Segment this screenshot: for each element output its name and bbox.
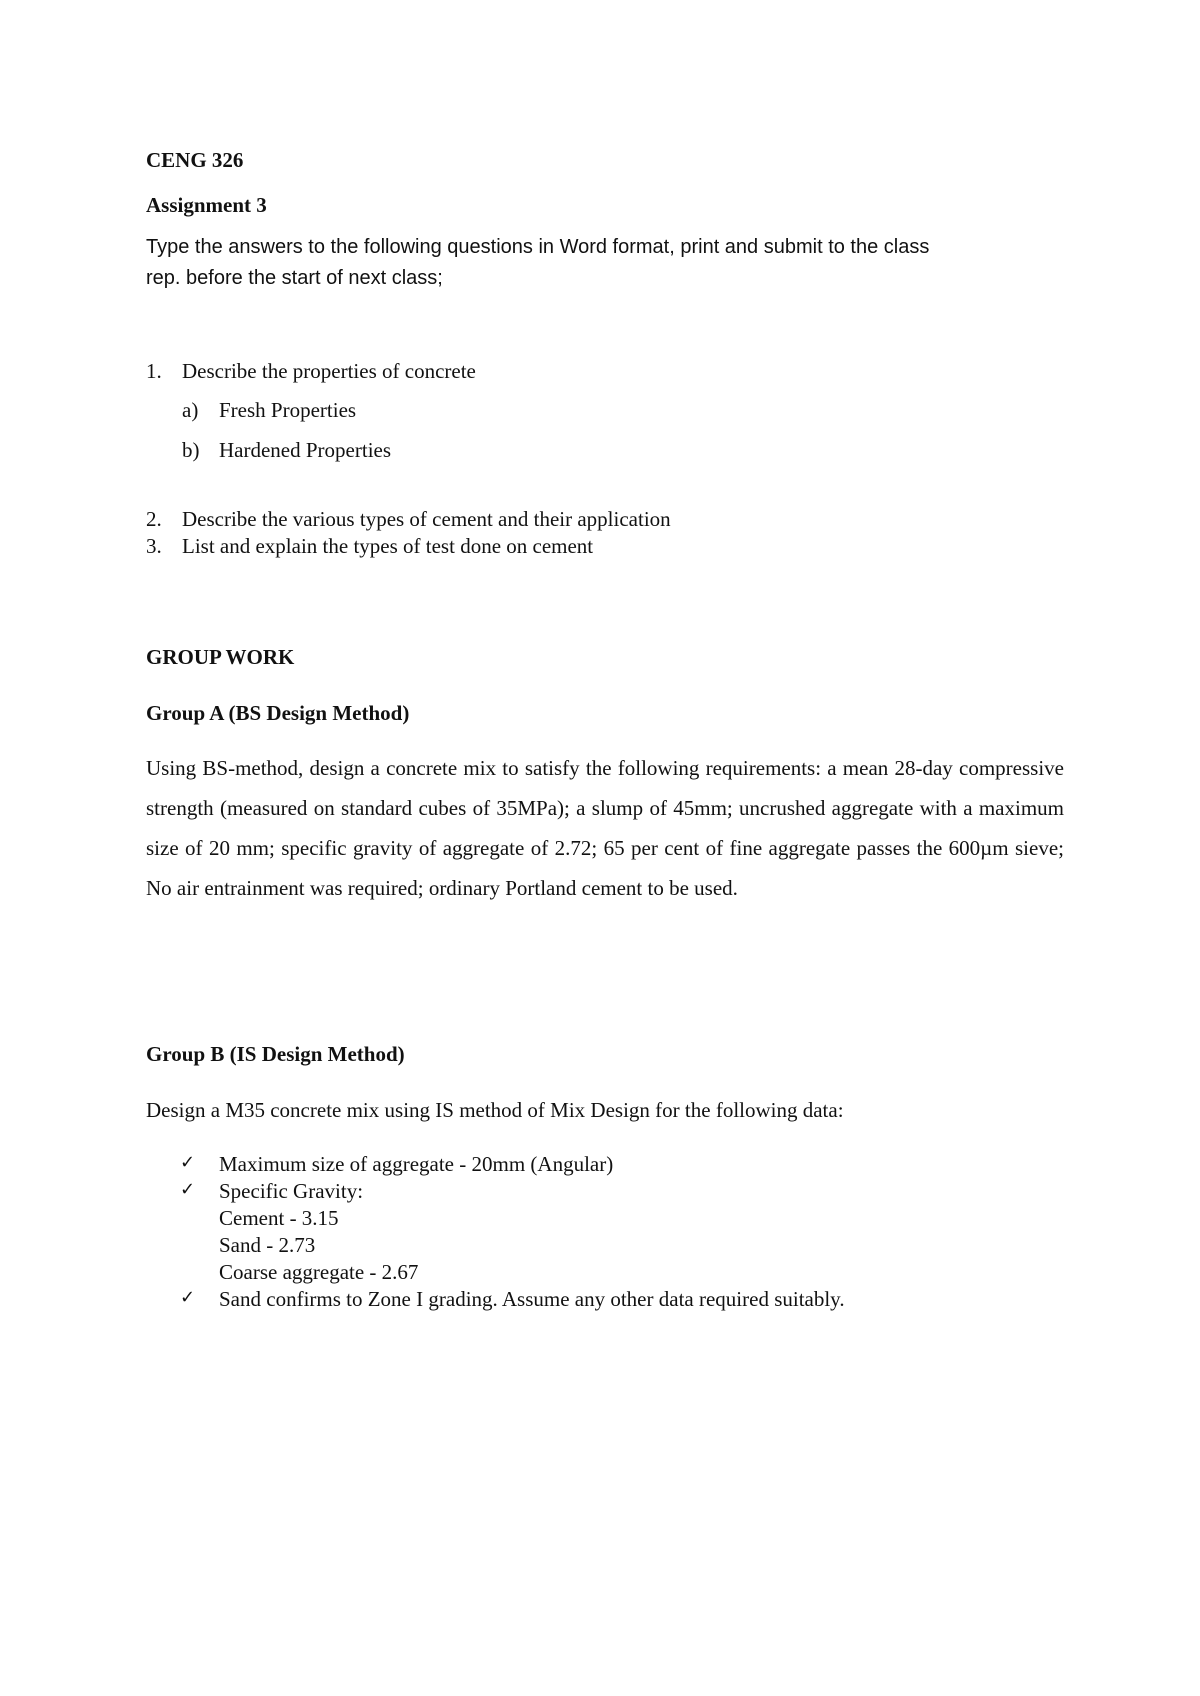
sub-item-text: Fresh Properties xyxy=(219,398,357,422)
instruction-line-1: Type the answers to the following questions in Word format, print and submit to the class xyxy=(146,236,930,258)
check-icon: ✓ xyxy=(180,1287,196,1308)
check-icon: ✓ xyxy=(180,1152,196,1173)
sub-item-label: b) xyxy=(182,438,200,462)
course-code: CENG 326 xyxy=(146,148,244,172)
question-number: 1. xyxy=(146,359,162,383)
question-text: Describe the properties of concrete xyxy=(182,359,476,383)
instruction-line-2: rep. before the start of next class; xyxy=(146,267,443,289)
group-a-heading: Group A (BS Design Method) xyxy=(146,701,410,725)
question-text: Describe the various types of cement and their application xyxy=(182,507,671,531)
group-work-heading: GROUP WORK xyxy=(146,645,295,669)
sub-item-label: a) xyxy=(182,398,199,422)
question-text: List and explain the types of test done on cement xyxy=(182,534,594,558)
group-b-intro: Design a M35 concrete mix using IS method of Mix Design for the following data: xyxy=(146,1098,844,1122)
group-b-heading: Group B (IS Design Method) xyxy=(146,1042,405,1066)
question-number: 2. xyxy=(146,507,162,531)
bullet-text: Sand confirms to Zone I grading. Assume any other data required suitably. xyxy=(219,1287,845,1311)
sub-item-text: Hardened Properties xyxy=(219,438,392,462)
gravity-coarse: Coarse aggregate - 2.67 xyxy=(219,1260,419,1284)
group-a-body: Using BS-method, design a concrete mix to satisfy the following requirements: a mean 28-day compressive strength (measured on standard cubes of 35MPa); a slump of 45mm; uncrushed aggregate with a maximum size of 20 mm; specific gravity of aggregate of 2.72; 65 per cent of fine aggregate passes the 600µm sieve; No air entrainment was required; ordinary Portland cement to be used. xyxy=(146,756,1064,900)
check-icon: ✓ xyxy=(180,1179,196,1200)
bullet-text: Specific Gravity: xyxy=(219,1179,364,1203)
question-number: 3. xyxy=(146,534,162,558)
assignment-title: Assignment 3 xyxy=(146,193,267,217)
bullet-text: Maximum size of aggregate - 20mm (Angular) xyxy=(219,1152,614,1176)
gravity-cement: Cement - 3.15 xyxy=(219,1206,339,1230)
gravity-sand: Sand - 2.73 xyxy=(219,1233,316,1257)
